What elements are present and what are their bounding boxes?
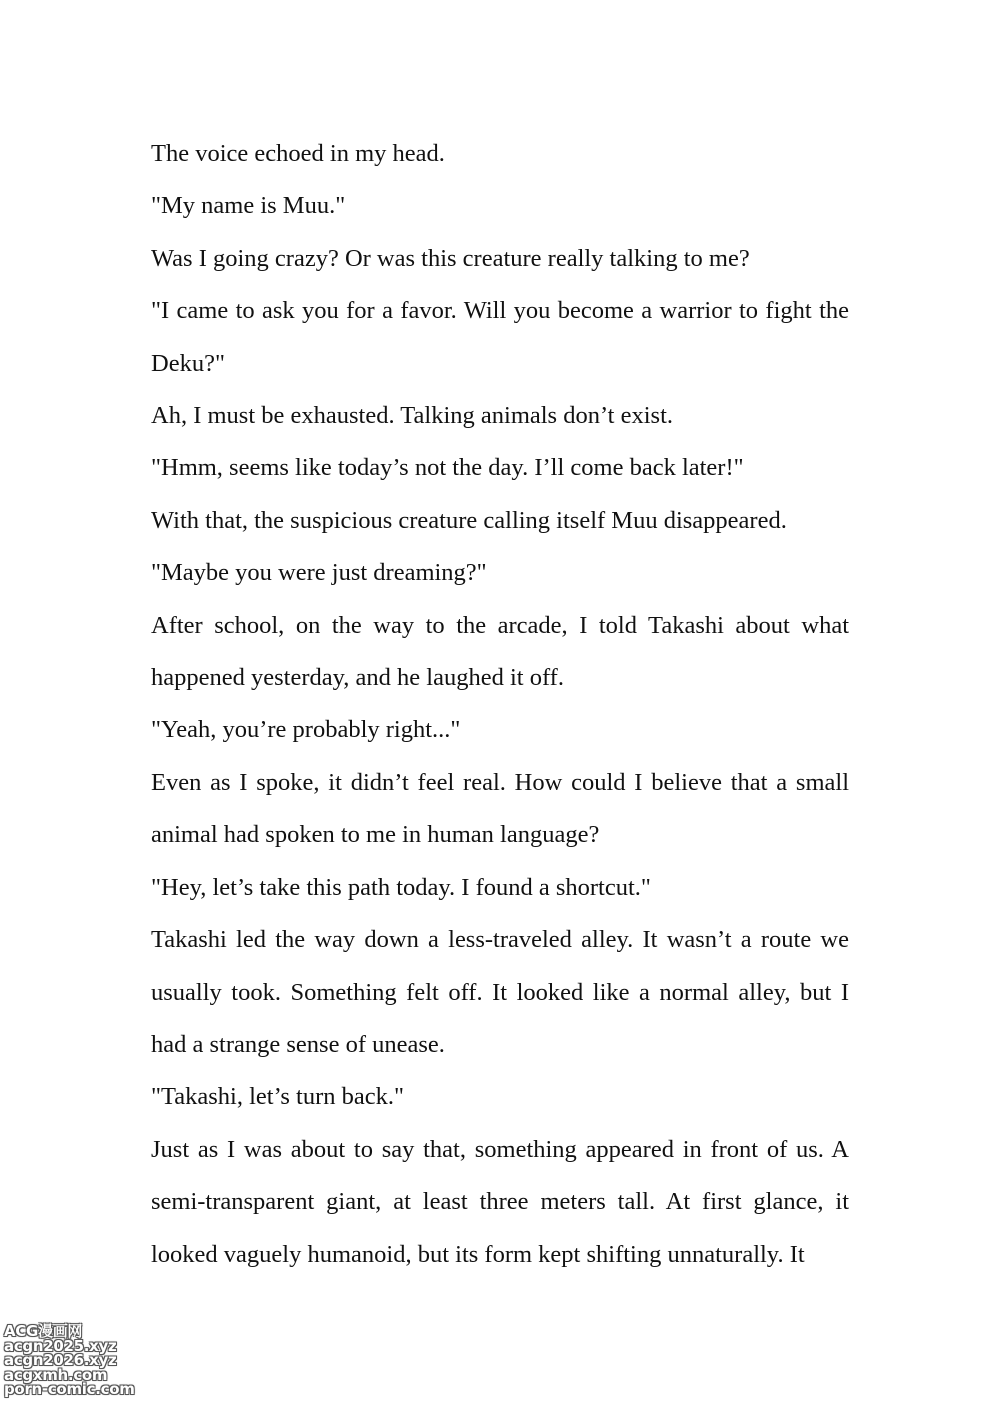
- paragraph: The voice echoed in my head.: [151, 140, 445, 167]
- paragraph: Takashi led the way down a less-traveled alley. It wasn’t a route we usually took. Something felt off. It looked like a normal alley, but I had a strange sense of unease.: [151, 926, 849, 1058]
- watermark-line: acgn2026.xyz: [4, 1351, 117, 1369]
- paragraph: Was I going crazy? Or was this creature really talking to me?: [151, 244, 750, 272]
- paragraph: Just as I was about to say that, something appeared in front of us. A semi-transparent giant, at least three meters tall. At first glance, it looked vaguely humanoid, but its form kept shifting unnaturally. It: [151, 1135, 849, 1268]
- paragraph: "I came to ask you for a favor. Will you become a warrior to fight the Deku?": [151, 297, 849, 377]
- site-watermark: [4, 1322, 135, 1398]
- paragraph: "My name is Muu.": [151, 192, 346, 220]
- watermark-line: ACG漫画网: [4, 1322, 83, 1340]
- paragraph: Even as I spoke, it didn’t feel real. How could I believe that a small animal had spoken to me in human language?: [151, 768, 849, 849]
- paragraph: Ah, I must be exhausted. Talking animals don’t exist.: [151, 402, 674, 430]
- paragraph: "Takashi, let’s turn back.": [151, 1083, 405, 1111]
- watermark-line: acgn2025.xyz: [4, 1336, 117, 1355]
- paragraph: After school, on the way to the arcade, I told Takashi about what happened yesterday, and he laughed it off.: [151, 611, 849, 692]
- watermark-line: porn-comic.com: [4, 1380, 135, 1398]
- paragraph: "Hmm, seems like today’s not the day. I’ll come back later!": [151, 454, 744, 482]
- paragraph: "Hey, let’s take this path today. I found a shortcut.": [151, 873, 651, 901]
- document-body: [151, 128, 849, 1281]
- paragraph: With that, the suspicious creature calling itself Muu disappeared.: [151, 506, 787, 534]
- watermark-line: acgxmh.com: [4, 1365, 108, 1384]
- paragraph: "Yeah, you’re probably right...": [151, 716, 461, 744]
- paragraph: "Maybe you were just dreaming?": [151, 559, 487, 587]
